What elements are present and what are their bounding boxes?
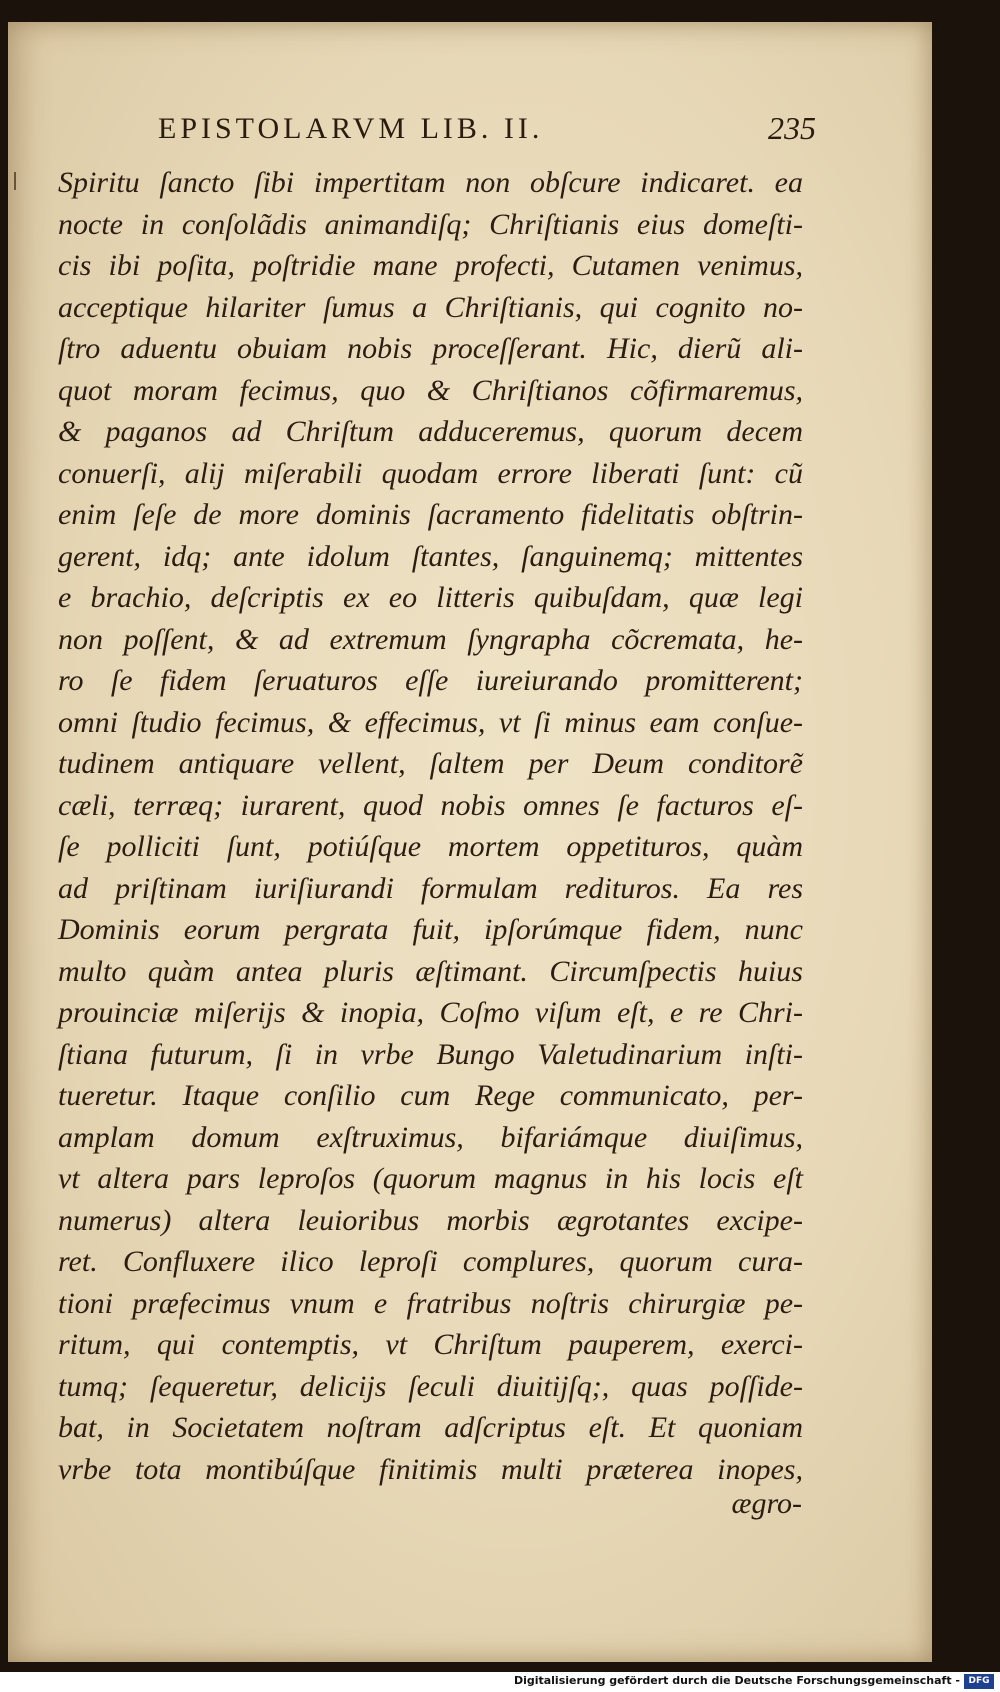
text-line: numerus) altera leuioribus morbis ægrotantes excipe- [58,1203,803,1237]
text-line: tudinem antiquare vellent, ſaltem per Deum conditorẽ [58,747,803,780]
text-line: nocte in conſolãdis animandiſq; Chriſtianis eius domeſti- [58,207,803,241]
text-line: vrbe tota montibúſque finitimis multi præterea inopes, [58,1452,803,1486]
text-line: ad priſtinam iuriſiurandi formulam redituros. Ea res [58,871,803,905]
text-line: cis ibi poſita, poſtridie mane profecti, Cutamen venimus, [58,249,803,282]
text-line: tioni præfecimus vnum e fratribus noſtris chirurgiæ pe- [58,1286,803,1320]
text-line: ro ſe fidem ſeruaturos eſſe iureiurando promitterent; [58,664,803,697]
dfg-logo-icon: DFG [964,1674,994,1689]
text-line: e brachio, deſcriptis ex eo litteris quibuſdam, quæ legi [58,581,803,614]
text-line: ritum, qui contemptis, vt Chriſtum pauperem, exerci- [58,1328,803,1361]
text-line: ſtiana futurum, ſi in vrbe Bungo Valetudinarium inſti- [58,1037,803,1071]
text-line: ſtro aduentu obuiam nobis proceſſerant. Hic, dierũ ali- [58,332,803,365]
footer-bar [0,1672,1000,1692]
text-line: Dominis eorum pergrata fuit, ipſorúmque fidem, nunc [58,913,803,946]
text-line: enim ſeſe de more dominis ſacramento fidelitatis obſtrin- [58,498,803,531]
book-page [8,22,932,1662]
text-line: ſe polliciti ſunt, potiúſque mortem oppetituros, quàm [58,830,803,863]
text-line: cæli, terræq; iurarent, quod nobis omnes ſe facturos eſ- [58,788,803,822]
text-line: multo quàm antea pluris æſtimant. Circumſpectis huius [58,954,803,988]
text-line: acceptique hilariter ſumus a Chriſtianis, qui cognito no- [58,290,803,324]
text-line: ret. Confluxere ilico leproſi complures, quorum cura- [58,1245,803,1278]
text-line: quot moram fecimus, quo & Chriſtianos cõfirmaremus, [58,373,803,407]
text-line: amplam domum exſtruximus, bifariámque diuiſimus, [58,1120,803,1154]
text-line: vt altera pars leproſos (quorum magnus in his locis eſt [58,1162,803,1195]
running-head: EPISTOLARVM LIB. II. [158,112,544,145]
text-line: tumq; ſequeretur, delicijs ſeculi diuitijſq;, quas poſſide- [58,1369,803,1403]
text-line: & paganos ad Chriſtum adduceremus, quorum decem [58,415,803,448]
page-header [158,102,816,152]
gutter-mark [14,172,16,190]
text-line: omni ſtudio fecimus, & effecimus, vt ſi minus eam conſue- [58,705,803,739]
text-line: Spiritu ſancto ſibi impertitam non obſcure indicaret. ea [58,166,803,199]
text-line: bat, in Societatem noſtram adſcriptus eſt. Et quoniam [58,1411,803,1444]
text-line: conuerſi, alij miſerabili quodam errore liberati ſunt: cũ [58,456,803,490]
funding-credit: Digitalisierung gefördert durch die Deutsche Forschungsgemeinschaft - [513,1674,960,1687]
catchword: ægro- [731,1487,802,1520]
text-line: tueretur. Itaque conſilio cum Rege communicato, per- [58,1079,803,1112]
text-line: non poſſent, & ad extremum ſyngrapha cõcremata, he- [58,622,803,656]
text-line: gerent, idq; ante idolum ſtantes, ſanguinemq; mittentes [58,539,803,573]
text-line: prouinciæ miſerijs & inopia, Coſmo viſum eſt, e re Chri- [58,996,803,1029]
page-number: 235 [768,110,816,146]
body-text [58,162,803,1490]
